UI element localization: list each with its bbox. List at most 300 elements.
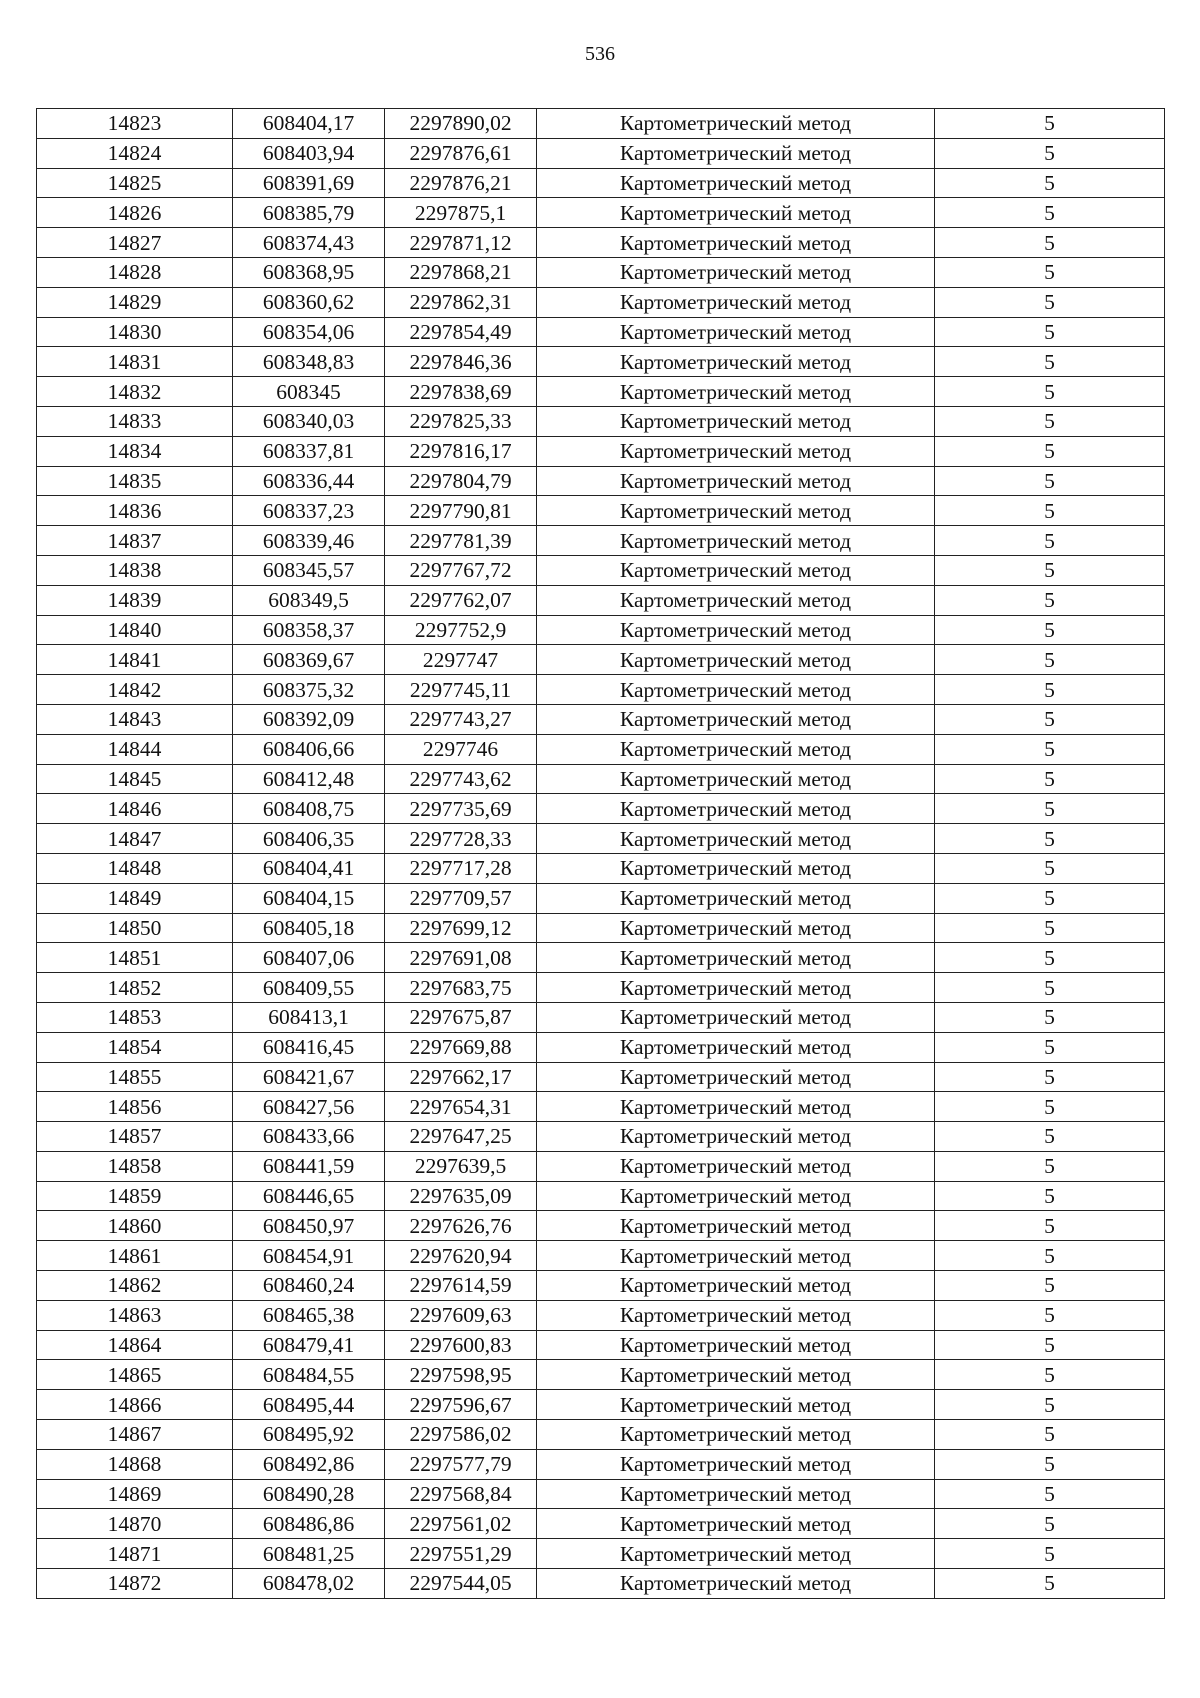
y-coordinate-cell: 2297816,17 (385, 436, 537, 466)
accuracy-cell: 5 (935, 645, 1165, 675)
method-cell: Картометрический метод (537, 1271, 935, 1301)
x-coordinate-cell: 608348,83 (233, 347, 385, 377)
table-row (37, 1181, 1165, 1211)
accuracy-cell: 5 (935, 436, 1165, 466)
method-cell: Картометрический метод (537, 883, 935, 913)
point-number-cell: 14839 (37, 585, 233, 615)
point-number-cell: 14835 (37, 466, 233, 496)
point-number-cell: 14833 (37, 406, 233, 436)
table-row (37, 1032, 1165, 1062)
accuracy-cell: 5 (935, 1390, 1165, 1420)
method-cell: Картометрический метод (537, 109, 935, 139)
method-cell: Картометрический метод (537, 1390, 935, 1420)
point-number-cell: 14867 (37, 1420, 233, 1450)
method-cell: Картометрический метод (537, 1420, 935, 1450)
y-coordinate-cell: 2297717,28 (385, 853, 537, 883)
y-coordinate-cell: 2297639,5 (385, 1151, 537, 1181)
table-row (37, 1390, 1165, 1420)
table-row (37, 1211, 1165, 1241)
method-cell: Картометрический метод (537, 1569, 935, 1599)
y-coordinate-cell: 2297876,21 (385, 168, 537, 198)
point-number-cell: 14843 (37, 704, 233, 734)
table-row (37, 1360, 1165, 1390)
accuracy-cell: 5 (935, 1539, 1165, 1569)
y-coordinate-cell: 2297577,79 (385, 1449, 537, 1479)
accuracy-cell: 5 (935, 1360, 1165, 1390)
accuracy-cell: 5 (935, 704, 1165, 734)
point-number-cell: 14866 (37, 1390, 233, 1420)
point-number-cell: 14864 (37, 1330, 233, 1360)
method-cell: Картометрический метод (537, 1509, 935, 1539)
method-cell: Картометрический метод (537, 1092, 935, 1122)
y-coordinate-cell: 2297735,69 (385, 794, 537, 824)
y-coordinate-cell: 2297745,11 (385, 675, 537, 705)
table-row (37, 377, 1165, 407)
point-number-cell: 14829 (37, 287, 233, 317)
method-cell: Картометрический метод (537, 734, 935, 764)
point-number-cell: 14861 (37, 1241, 233, 1271)
x-coordinate-cell: 608409,55 (233, 973, 385, 1003)
table-row (37, 973, 1165, 1003)
method-cell: Картометрический метод (537, 824, 935, 854)
x-coordinate-cell: 608446,65 (233, 1181, 385, 1211)
method-cell: Картометрический метод (537, 347, 935, 377)
method-cell: Картометрический метод (537, 1449, 935, 1479)
method-cell: Картометрический метод (537, 1539, 935, 1569)
y-coordinate-cell: 2297804,79 (385, 466, 537, 496)
point-number-cell: 14844 (37, 734, 233, 764)
accuracy-cell: 5 (935, 1241, 1165, 1271)
point-number-cell: 14826 (37, 198, 233, 228)
x-coordinate-cell: 608421,67 (233, 1062, 385, 1092)
point-number-cell: 14823 (37, 109, 233, 139)
table-row (37, 1092, 1165, 1122)
method-cell: Картометрический метод (537, 1151, 935, 1181)
accuracy-cell: 5 (935, 764, 1165, 794)
x-coordinate-cell: 608345,57 (233, 555, 385, 585)
accuracy-cell: 5 (935, 1509, 1165, 1539)
x-coordinate-cell: 608490,28 (233, 1479, 385, 1509)
table-row (37, 883, 1165, 913)
table-row (37, 1449, 1165, 1479)
method-cell: Картометрический метод (537, 585, 935, 615)
x-coordinate-cell: 608416,45 (233, 1032, 385, 1062)
method-cell: Картометрический метод (537, 704, 935, 734)
x-coordinate-cell: 608460,24 (233, 1271, 385, 1301)
table-row (37, 1539, 1165, 1569)
x-coordinate-cell: 608408,75 (233, 794, 385, 824)
table-row (37, 943, 1165, 973)
table-row (37, 526, 1165, 556)
accuracy-cell: 5 (935, 1151, 1165, 1181)
accuracy-cell: 5 (935, 913, 1165, 943)
method-cell: Картометрический метод (537, 377, 935, 407)
accuracy-cell: 5 (935, 1211, 1165, 1241)
table-row (37, 555, 1165, 585)
method-cell: Картометрический метод (537, 168, 935, 198)
point-number-cell: 14849 (37, 883, 233, 913)
table-row (37, 1271, 1165, 1301)
y-coordinate-cell: 2297746 (385, 734, 537, 764)
y-coordinate-cell: 2297544,05 (385, 1569, 537, 1599)
table-row (37, 585, 1165, 615)
y-coordinate-cell: 2297662,17 (385, 1062, 537, 1092)
y-coordinate-cell: 2297699,12 (385, 913, 537, 943)
table-row (37, 198, 1165, 228)
page-number: 536 (585, 43, 615, 65)
y-coordinate-cell: 2297743,27 (385, 704, 537, 734)
point-number-cell: 14837 (37, 526, 233, 556)
table-row (37, 734, 1165, 764)
point-number-cell: 14832 (37, 377, 233, 407)
point-number-cell: 14842 (37, 675, 233, 705)
table-row (37, 287, 1165, 317)
method-cell: Картометрический метод (537, 1479, 935, 1509)
y-coordinate-cell: 2297669,88 (385, 1032, 537, 1062)
x-coordinate-cell: 608413,1 (233, 1002, 385, 1032)
method-cell: Картометрический метод (537, 496, 935, 526)
point-number-cell: 14828 (37, 257, 233, 287)
accuracy-cell: 5 (935, 824, 1165, 854)
method-cell: Картометрический метод (537, 913, 935, 943)
table-row (37, 1062, 1165, 1092)
accuracy-cell: 5 (935, 1449, 1165, 1479)
table-row (37, 347, 1165, 377)
table-row (37, 228, 1165, 258)
x-coordinate-cell: 608495,44 (233, 1390, 385, 1420)
method-cell: Картометрический метод (537, 1211, 935, 1241)
method-cell: Картометрический метод (537, 317, 935, 347)
x-coordinate-cell: 608412,48 (233, 764, 385, 794)
point-number-cell: 14851 (37, 943, 233, 973)
method-cell: Картометрический метод (537, 228, 935, 258)
point-number-cell: 14831 (37, 347, 233, 377)
table-row (37, 1420, 1165, 1450)
accuracy-cell: 5 (935, 1300, 1165, 1330)
point-number-cell: 14865 (37, 1360, 233, 1390)
y-coordinate-cell: 2297551,29 (385, 1539, 537, 1569)
table-row (37, 704, 1165, 734)
table-row (37, 1122, 1165, 1152)
method-cell: Картометрический метод (537, 853, 935, 883)
accuracy-cell: 5 (935, 526, 1165, 556)
point-number-cell: 14836 (37, 496, 233, 526)
method-cell: Картометрический метод (537, 466, 935, 496)
point-number-cell: 14862 (37, 1271, 233, 1301)
point-number-cell: 14846 (37, 794, 233, 824)
y-coordinate-cell: 2297598,95 (385, 1360, 537, 1390)
accuracy-cell: 5 (935, 1569, 1165, 1599)
y-coordinate-cell: 2297600,83 (385, 1330, 537, 1360)
method-cell: Картометрический метод (537, 526, 935, 556)
y-coordinate-cell: 2297862,31 (385, 287, 537, 317)
y-coordinate-cell: 2297825,33 (385, 406, 537, 436)
accuracy-cell: 5 (935, 109, 1165, 139)
accuracy-cell: 5 (935, 198, 1165, 228)
accuracy-cell: 5 (935, 1062, 1165, 1092)
y-coordinate-cell: 2297868,21 (385, 257, 537, 287)
y-coordinate-cell: 2297747 (385, 645, 537, 675)
point-number-cell: 14840 (37, 615, 233, 645)
accuracy-cell: 5 (935, 1330, 1165, 1360)
table-row (37, 675, 1165, 705)
y-coordinate-cell: 2297568,84 (385, 1479, 537, 1509)
y-coordinate-cell: 2297561,02 (385, 1509, 537, 1539)
method-cell: Картометрический метод (537, 436, 935, 466)
y-coordinate-cell: 2297620,94 (385, 1241, 537, 1271)
x-coordinate-cell: 608486,86 (233, 1509, 385, 1539)
accuracy-cell: 5 (935, 1002, 1165, 1032)
accuracy-cell: 5 (935, 734, 1165, 764)
x-coordinate-cell: 608484,55 (233, 1360, 385, 1390)
accuracy-cell: 5 (935, 1479, 1165, 1509)
y-coordinate-cell: 2297767,72 (385, 555, 537, 585)
x-coordinate-cell: 608407,06 (233, 943, 385, 973)
point-number-cell: 14860 (37, 1211, 233, 1241)
table-row (37, 406, 1165, 436)
x-coordinate-cell: 608478,02 (233, 1569, 385, 1599)
point-number-cell: 14847 (37, 824, 233, 854)
accuracy-cell: 5 (935, 347, 1165, 377)
y-coordinate-cell: 2297790,81 (385, 496, 537, 526)
y-coordinate-cell: 2297728,33 (385, 824, 537, 854)
accuracy-cell: 5 (935, 853, 1165, 883)
accuracy-cell: 5 (935, 675, 1165, 705)
table-row (37, 1151, 1165, 1181)
method-cell: Картометрический метод (537, 555, 935, 585)
point-number-cell: 14868 (37, 1449, 233, 1479)
point-number-cell: 14863 (37, 1300, 233, 1330)
accuracy-cell: 5 (935, 794, 1165, 824)
table-row (37, 1479, 1165, 1509)
y-coordinate-cell: 2297846,36 (385, 347, 537, 377)
x-coordinate-cell: 608340,03 (233, 406, 385, 436)
method-cell: Картометрический метод (537, 1241, 935, 1271)
table-row (37, 824, 1165, 854)
accuracy-cell: 5 (935, 615, 1165, 645)
table-row (37, 764, 1165, 794)
method-cell: Картометрический метод (537, 764, 935, 794)
point-number-cell: 14834 (37, 436, 233, 466)
coordinates-table (36, 108, 1165, 1599)
y-coordinate-cell: 2297709,57 (385, 883, 537, 913)
point-number-cell: 14858 (37, 1151, 233, 1181)
accuracy-cell: 5 (935, 943, 1165, 973)
x-coordinate-cell: 608433,66 (233, 1122, 385, 1152)
table-row (37, 257, 1165, 287)
table-row (37, 1300, 1165, 1330)
x-coordinate-cell: 608375,32 (233, 675, 385, 705)
y-coordinate-cell: 2297838,69 (385, 377, 537, 407)
point-number-cell: 14871 (37, 1539, 233, 1569)
point-number-cell: 14857 (37, 1122, 233, 1152)
y-coordinate-cell: 2297854,49 (385, 317, 537, 347)
method-cell: Картометрический метод (537, 1002, 935, 1032)
accuracy-cell: 5 (935, 973, 1165, 1003)
table-row (37, 1002, 1165, 1032)
coordinates-table-body (37, 109, 1165, 1599)
y-coordinate-cell: 2297675,87 (385, 1002, 537, 1032)
table-row (37, 615, 1165, 645)
y-coordinate-cell: 2297647,25 (385, 1122, 537, 1152)
method-cell: Картометрический метод (537, 1330, 935, 1360)
accuracy-cell: 5 (935, 406, 1165, 436)
table-row (37, 436, 1165, 466)
x-coordinate-cell: 608392,09 (233, 704, 385, 734)
table-row (37, 1569, 1165, 1599)
x-coordinate-cell: 608492,86 (233, 1449, 385, 1479)
x-coordinate-cell: 608427,56 (233, 1092, 385, 1122)
x-coordinate-cell: 608406,35 (233, 824, 385, 854)
accuracy-cell: 5 (935, 585, 1165, 615)
y-coordinate-cell: 2297875,1 (385, 198, 537, 228)
y-coordinate-cell: 2297871,12 (385, 228, 537, 258)
accuracy-cell: 5 (935, 287, 1165, 317)
table-row (37, 168, 1165, 198)
y-coordinate-cell: 2297614,59 (385, 1271, 537, 1301)
method-cell: Картометрический метод (537, 675, 935, 705)
table-row (37, 913, 1165, 943)
method-cell: Картометрический метод (537, 198, 935, 228)
x-coordinate-cell: 608345 (233, 377, 385, 407)
y-coordinate-cell: 2297586,02 (385, 1420, 537, 1450)
table-row (37, 1241, 1165, 1271)
point-number-cell: 14856 (37, 1092, 233, 1122)
table-row (37, 109, 1165, 139)
accuracy-cell: 5 (935, 138, 1165, 168)
point-number-cell: 14870 (37, 1509, 233, 1539)
x-coordinate-cell: 608368,95 (233, 257, 385, 287)
method-cell: Картометрический метод (537, 406, 935, 436)
point-number-cell: 14854 (37, 1032, 233, 1062)
point-number-cell: 14845 (37, 764, 233, 794)
accuracy-cell: 5 (935, 1181, 1165, 1211)
table-row (37, 853, 1165, 883)
x-coordinate-cell: 608385,79 (233, 198, 385, 228)
table-row (37, 1509, 1165, 1539)
table-row (37, 496, 1165, 526)
point-number-cell: 14824 (37, 138, 233, 168)
x-coordinate-cell: 608339,46 (233, 526, 385, 556)
x-coordinate-cell: 608369,67 (233, 645, 385, 675)
method-cell: Картометрический метод (537, 943, 935, 973)
x-coordinate-cell: 608354,06 (233, 317, 385, 347)
point-number-cell: 14827 (37, 228, 233, 258)
x-coordinate-cell: 608337,23 (233, 496, 385, 526)
x-coordinate-cell: 608337,81 (233, 436, 385, 466)
y-coordinate-cell: 2297890,02 (385, 109, 537, 139)
method-cell: Картометрический метод (537, 794, 935, 824)
method-cell: Картометрический метод (537, 645, 935, 675)
y-coordinate-cell: 2297683,75 (385, 973, 537, 1003)
point-number-cell: 14872 (37, 1569, 233, 1599)
x-coordinate-cell: 608404,15 (233, 883, 385, 913)
point-number-cell: 14852 (37, 973, 233, 1003)
x-coordinate-cell: 608391,69 (233, 168, 385, 198)
y-coordinate-cell: 2297781,39 (385, 526, 537, 556)
y-coordinate-cell: 2297762,07 (385, 585, 537, 615)
y-coordinate-cell: 2297609,63 (385, 1300, 537, 1330)
x-coordinate-cell: 608406,66 (233, 734, 385, 764)
accuracy-cell: 5 (935, 1092, 1165, 1122)
method-cell: Картометрический метод (537, 287, 935, 317)
accuracy-cell: 5 (935, 1420, 1165, 1450)
x-coordinate-cell: 608358,37 (233, 615, 385, 645)
point-number-cell: 14869 (37, 1479, 233, 1509)
method-cell: Картометрический метод (537, 1062, 935, 1092)
y-coordinate-cell: 2297654,31 (385, 1092, 537, 1122)
method-cell: Картометрический метод (537, 615, 935, 645)
point-number-cell: 14853 (37, 1002, 233, 1032)
method-cell: Картометрический метод (537, 1032, 935, 1062)
x-coordinate-cell: 608404,17 (233, 109, 385, 139)
y-coordinate-cell: 2297743,62 (385, 764, 537, 794)
accuracy-cell: 5 (935, 466, 1165, 496)
accuracy-cell: 5 (935, 1122, 1165, 1152)
method-cell: Картометрический метод (537, 138, 935, 168)
table-row (37, 466, 1165, 496)
point-number-cell: 14850 (37, 913, 233, 943)
x-coordinate-cell: 608481,25 (233, 1539, 385, 1569)
point-number-cell: 14848 (37, 853, 233, 883)
x-coordinate-cell: 608360,62 (233, 287, 385, 317)
point-number-cell: 14855 (37, 1062, 233, 1092)
x-coordinate-cell: 608450,97 (233, 1211, 385, 1241)
point-number-cell: 14830 (37, 317, 233, 347)
accuracy-cell: 5 (935, 883, 1165, 913)
method-cell: Картометрический метод (537, 1300, 935, 1330)
y-coordinate-cell: 2297635,09 (385, 1181, 537, 1211)
method-cell: Картометрический метод (537, 257, 935, 287)
point-number-cell: 14825 (37, 168, 233, 198)
point-number-cell: 14841 (37, 645, 233, 675)
x-coordinate-cell: 608349,5 (233, 585, 385, 615)
x-coordinate-cell: 608441,59 (233, 1151, 385, 1181)
method-cell: Картометрический метод (537, 1360, 935, 1390)
y-coordinate-cell: 2297596,67 (385, 1390, 537, 1420)
x-coordinate-cell: 608374,43 (233, 228, 385, 258)
y-coordinate-cell: 2297626,76 (385, 1211, 537, 1241)
x-coordinate-cell: 608405,18 (233, 913, 385, 943)
method-cell: Картометрический метод (537, 1122, 935, 1152)
accuracy-cell: 5 (935, 317, 1165, 347)
accuracy-cell: 5 (935, 1271, 1165, 1301)
table-row (37, 1330, 1165, 1360)
accuracy-cell: 5 (935, 257, 1165, 287)
table-row (37, 317, 1165, 347)
x-coordinate-cell: 608454,91 (233, 1241, 385, 1271)
accuracy-cell: 5 (935, 228, 1165, 258)
x-coordinate-cell: 608495,92 (233, 1420, 385, 1450)
accuracy-cell: 5 (935, 377, 1165, 407)
point-number-cell: 14838 (37, 555, 233, 585)
table-row (37, 138, 1165, 168)
accuracy-cell: 5 (935, 168, 1165, 198)
y-coordinate-cell: 2297691,08 (385, 943, 537, 973)
accuracy-cell: 5 (935, 1032, 1165, 1062)
y-coordinate-cell: 2297752,9 (385, 615, 537, 645)
x-coordinate-cell: 608479,41 (233, 1330, 385, 1360)
method-cell: Картометрический метод (537, 973, 935, 1003)
x-coordinate-cell: 608403,94 (233, 138, 385, 168)
point-number-cell: 14859 (37, 1181, 233, 1211)
method-cell: Картометрический метод (537, 1181, 935, 1211)
accuracy-cell: 5 (935, 555, 1165, 585)
x-coordinate-cell: 608336,44 (233, 466, 385, 496)
x-coordinate-cell: 608404,41 (233, 853, 385, 883)
accuracy-cell: 5 (935, 496, 1165, 526)
y-coordinate-cell: 2297876,61 (385, 138, 537, 168)
